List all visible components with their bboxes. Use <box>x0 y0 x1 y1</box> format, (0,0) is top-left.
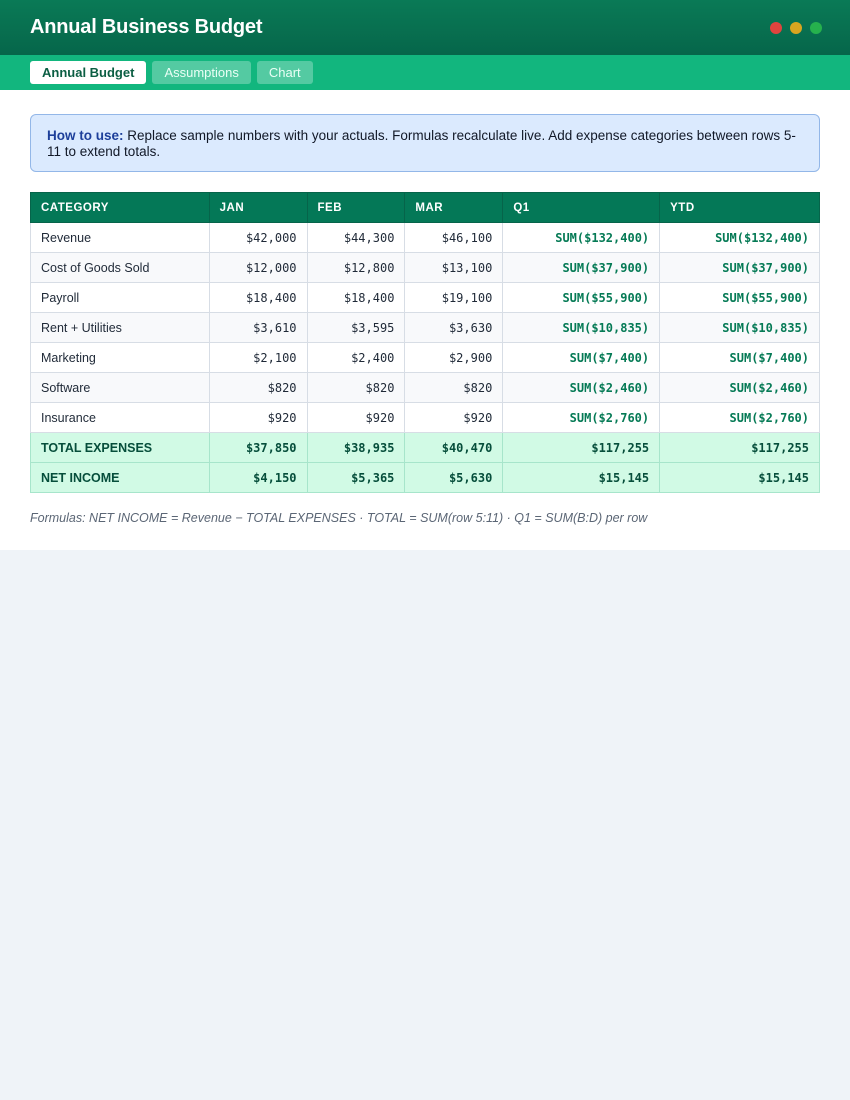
sheet-tab-bar <box>0 55 850 90</box>
category-cell[interactable]: Rent + Utilities <box>31 313 210 343</box>
column-header-category[interactable]: CATEGORY <box>31 193 210 223</box>
table-row <box>31 313 820 343</box>
column-header-q1[interactable]: Q1 <box>503 193 660 223</box>
value-cell[interactable]: $3,630 <box>405 313 503 343</box>
column-header-jan[interactable]: JAN <box>209 193 307 223</box>
formula-cell[interactable]: SUM($10,835) <box>660 313 820 343</box>
category-cell[interactable]: Marketing <box>31 343 210 373</box>
value-cell[interactable]: $820 <box>209 373 307 403</box>
value-cell[interactable]: $820 <box>307 373 405 403</box>
formula-cell[interactable]: SUM($2,760) <box>503 403 660 433</box>
budget-table <box>30 192 820 493</box>
sheet-content <box>0 90 850 550</box>
formula-cell[interactable]: SUM($7,400) <box>503 343 660 373</box>
value-cell[interactable]: $46,100 <box>405 223 503 253</box>
formula-cell[interactable]: SUM($55,900) <box>503 283 660 313</box>
formula-cell[interactable]: SUM($2,460) <box>660 373 820 403</box>
formula-cell[interactable]: SUM($37,900) <box>503 253 660 283</box>
value-cell[interactable]: $920 <box>209 403 307 433</box>
value-cell[interactable]: $18,400 <box>307 283 405 313</box>
value-cell[interactable]: $920 <box>307 403 405 433</box>
total-expenses-row <box>31 433 820 463</box>
formula-cell[interactable]: SUM($132,400) <box>660 223 820 253</box>
total-value-cell[interactable]: $15,145 <box>503 463 660 493</box>
table-row <box>31 283 820 313</box>
tab-assumptions[interactable]: Assumptions <box>152 61 250 84</box>
total-value-cell[interactable]: $37,850 <box>209 433 307 463</box>
category-cell[interactable]: Insurance <box>31 403 210 433</box>
close-window-icon[interactable] <box>770 22 782 34</box>
value-cell[interactable]: $19,100 <box>405 283 503 313</box>
table-row <box>31 373 820 403</box>
window-controls <box>770 22 822 34</box>
value-cell[interactable]: $18,400 <box>209 283 307 313</box>
column-header-feb[interactable]: FEB <box>307 193 405 223</box>
formula-cell[interactable]: SUM($2,760) <box>660 403 820 433</box>
formula-cell[interactable]: SUM($7,400) <box>660 343 820 373</box>
category-cell[interactable]: Software <box>31 373 210 403</box>
value-cell[interactable]: $920 <box>405 403 503 433</box>
table-row <box>31 253 820 283</box>
table-row <box>31 223 820 253</box>
category-cell[interactable]: Revenue <box>31 223 210 253</box>
tab-chart[interactable]: Chart <box>257 61 313 84</box>
value-cell[interactable]: $2,400 <box>307 343 405 373</box>
column-header-mar[interactable]: MAR <box>405 193 503 223</box>
value-cell[interactable]: $2,100 <box>209 343 307 373</box>
how-to-use-text: Replace sample numbers with your actuals. Formulas recalculate live. Add expense categories between rows 5-11 to extend totals. <box>47 128 796 159</box>
value-cell[interactable]: $44,300 <box>307 223 405 253</box>
total-value-cell[interactable]: $5,630 <box>405 463 503 493</box>
formula-cell[interactable]: SUM($132,400) <box>503 223 660 253</box>
value-cell[interactable]: $12,800 <box>307 253 405 283</box>
value-cell[interactable]: $3,595 <box>307 313 405 343</box>
how-to-use-banner <box>30 114 820 172</box>
value-cell[interactable]: $13,100 <box>405 253 503 283</box>
total-value-cell[interactable]: $38,935 <box>307 433 405 463</box>
formula-cell[interactable]: SUM($37,900) <box>660 253 820 283</box>
formula-cell[interactable]: SUM($2,460) <box>503 373 660 403</box>
net-income-row <box>31 463 820 493</box>
total-label-cell[interactable]: TOTAL EXPENSES <box>31 433 210 463</box>
formula-cell[interactable]: SUM($55,900) <box>660 283 820 313</box>
formula-cell[interactable]: SUM($10,835) <box>503 313 660 343</box>
value-cell[interactable]: $2,900 <box>405 343 503 373</box>
table-row <box>31 343 820 373</box>
total-value-cell[interactable]: $40,470 <box>405 433 503 463</box>
app-title: Annual Business Budget <box>30 16 263 38</box>
total-label-cell[interactable]: NET INCOME <box>31 463 210 493</box>
value-cell[interactable]: $820 <box>405 373 503 403</box>
maximize-window-icon[interactable] <box>810 22 822 34</box>
value-cell[interactable]: $12,000 <box>209 253 307 283</box>
category-cell[interactable]: Payroll <box>31 283 210 313</box>
title-bar <box>0 0 850 55</box>
table-header-row <box>31 193 820 223</box>
formulas-footnote: Formulas: NET INCOME = Revenue − TOTAL EXPENSES · TOTAL = SUM(row 5:11) · Q1 = SUM(B:D) per row <box>30 511 648 525</box>
total-value-cell[interactable]: $5,365 <box>307 463 405 493</box>
how-to-use-label: How to use: <box>47 128 124 143</box>
minimize-window-icon[interactable] <box>790 22 802 34</box>
value-cell[interactable]: $42,000 <box>209 223 307 253</box>
category-cell[interactable]: Cost of Goods Sold <box>31 253 210 283</box>
total-value-cell[interactable]: $15,145 <box>660 463 820 493</box>
table-row <box>31 403 820 433</box>
tab-annual-budget[interactable]: Annual Budget <box>30 61 146 84</box>
total-value-cell[interactable]: $117,255 <box>660 433 820 463</box>
column-header-ytd[interactable]: YTD <box>660 193 820 223</box>
total-value-cell[interactable]: $4,150 <box>209 463 307 493</box>
value-cell[interactable]: $3,610 <box>209 313 307 343</box>
total-value-cell[interactable]: $117,255 <box>503 433 660 463</box>
